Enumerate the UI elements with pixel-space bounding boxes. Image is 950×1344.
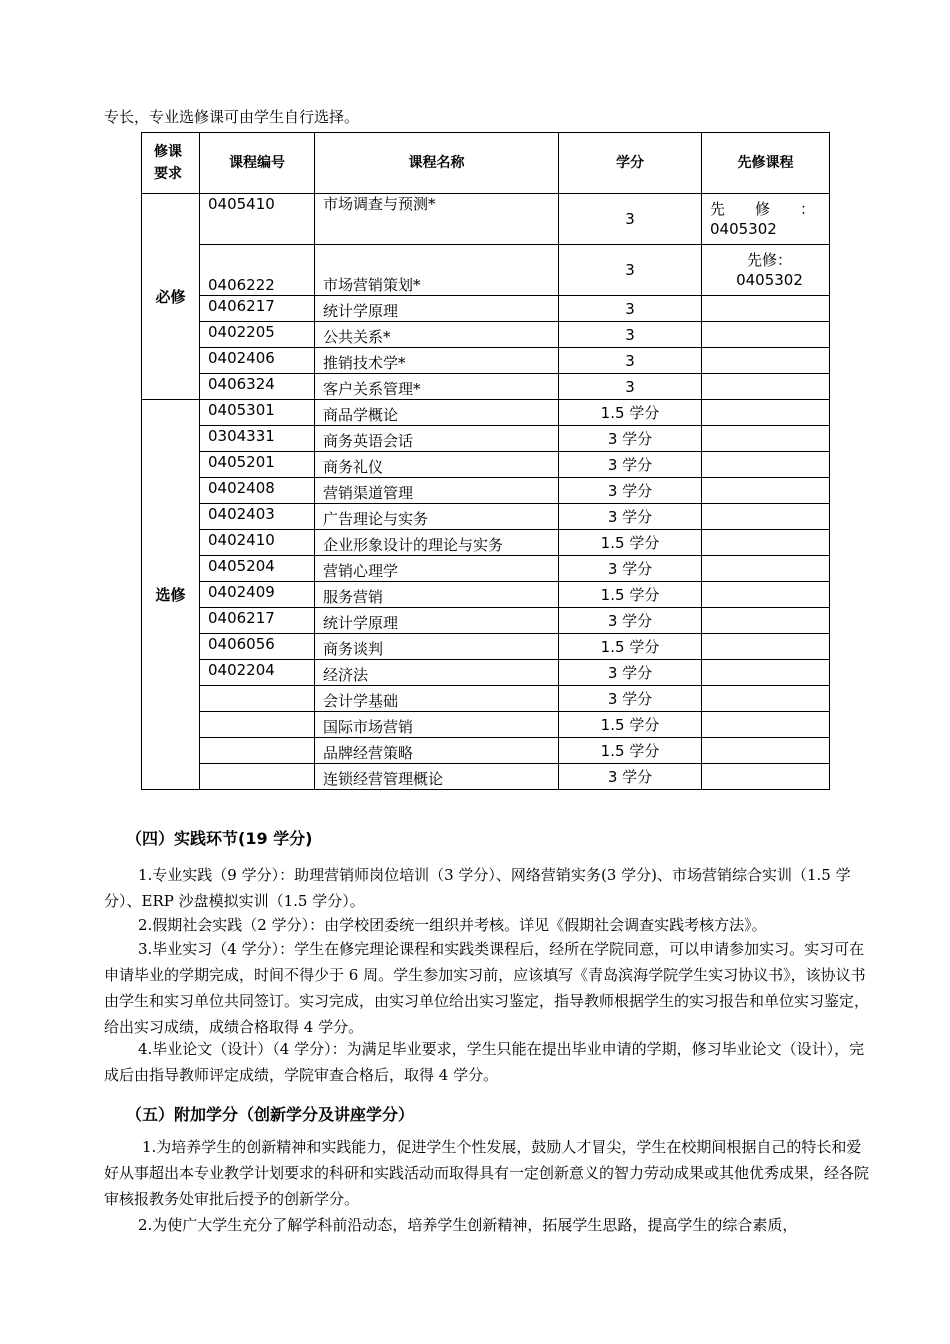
course-code: 0406056 [200,634,315,660]
credit-number: 3 [607,429,618,448]
course-name: 商务谈判 [315,634,559,660]
credit-unit: 学分 [622,481,653,500]
table-row [142,660,830,686]
credit-unit: 学分 [629,715,660,734]
course-credit [559,608,702,634]
course-code [200,712,315,738]
table-row [142,426,830,452]
course-credit [559,530,702,556]
category-elective: 选修 [142,400,200,790]
table-row [142,712,830,738]
course-code: 0402205 [200,322,315,348]
course-name: 市场调查与预测* [315,194,559,245]
course-name: 会计学基础 [315,686,559,712]
course-code: 0406222 [200,245,315,296]
credit-unit: 学分 [629,585,660,604]
header-name: 课程名称 [315,133,559,194]
header-requirement [142,133,200,194]
course-name: 公共关系* [315,322,559,348]
table-row [142,194,830,245]
credit-unit: 学分 [629,533,660,552]
course-prerequisite [702,348,830,374]
credit-number: 3 [607,455,618,474]
course-code: 0405301 [200,400,315,426]
header-code: 课程编号 [200,133,315,194]
course-name: 广告理论与实务 [315,504,559,530]
section-4-item-4: 4.毕业论文（设计）（4 学分）：为满足毕业要求，学生只能在提出毕业申请的学期，修习毕业论文（设计），完成后由指导教师评定成绩，学院审查合格后，取得 4 学分。 [104,1040,865,1084]
course-name: 统计学原理 [315,608,559,634]
section-4-item-3: 3.毕业实习（4 学分）：学生在修完理论课程和实践类课程后，经所在学院同意，可以申请参加实习。实习可在申请毕业的学期完成，时间不得少于 6 周。学生参加实习前，应该填写《青岛滨海学院学生实习协议书》，该协议书由学生和实习单位共同签订。实习完成，由实习单位给出实习鉴定，指导教师根据学生的实习报告和单位实习鉴定，给出实习成绩，成绩合格取得 4 学分。 [104,940,870,1036]
course-credit [559,504,702,530]
course-name: 市场营销策划* [315,245,559,296]
table-row [142,296,830,322]
course-prerequisite [702,478,830,504]
prereq-char-3: ： [799,200,815,218]
course-name: 品牌经营策略 [315,738,559,764]
course-code: 0406217 [200,296,315,322]
table-row [142,504,830,530]
credit-number: 3 [607,767,618,786]
table-row [142,764,830,790]
credit-unit: 学分 [622,611,653,630]
course-name: 商务英语会话 [315,426,559,452]
credit-unit: 学分 [622,507,653,526]
credit-number: 1.5 [600,585,625,604]
course-prerequisite [702,296,830,322]
header-requirement-line2: 要求 [154,166,182,182]
credit-unit: 学分 [622,767,653,786]
table-row [142,478,830,504]
table-row [142,608,830,634]
course-prerequisite [702,764,830,790]
table-row [142,686,830,712]
header-prerequisite: 先修课程 [702,133,830,194]
course-credit: 3 [559,245,702,296]
prereq-code: 0405302 [736,271,803,289]
course-prerequisite [702,374,830,400]
section-4-title: （四）实践环节(19 学分) [126,829,313,848]
course-prerequisite [702,322,830,348]
table-row [142,348,830,374]
course-name: 营销渠道管理 [315,478,559,504]
credit-number: 1.5 [600,637,625,656]
course-credit [559,452,702,478]
credit-number: 1.5 [600,715,625,734]
course-code: 0402410 [200,530,315,556]
course-credit: 3 [559,374,702,400]
course-prerequisite [702,452,830,478]
course-credit: 3 [559,296,702,322]
course-code [200,764,315,790]
table-row [142,400,830,426]
course-name: 统计学原理 [315,296,559,322]
course-prerequisite [702,504,830,530]
table-row [142,530,830,556]
course-name: 商务礼仪 [315,452,559,478]
prereq-label: 先修： [746,251,792,269]
course-prerequisite [702,245,830,296]
header-requirement-line1: 修课 [154,144,182,160]
table-row [142,738,830,764]
course-credit [559,556,702,582]
course-name: 客户关系管理* [315,374,559,400]
course-code: 0402403 [200,504,315,530]
course-code: 0304331 [200,426,315,452]
credit-number: 3 [607,559,618,578]
course-name: 企业形象设计的理论与实务 [315,530,559,556]
course-name: 推销技术学* [315,348,559,374]
prereq-char-2: 修 [754,200,770,218]
course-credit [559,634,702,660]
credit-unit: 学分 [622,663,653,682]
course-prerequisite [702,556,830,582]
course-credit [559,660,702,686]
table-row [142,322,830,348]
course-name: 服务营销 [315,582,559,608]
course-prerequisite [702,738,830,764]
course-credit [559,764,702,790]
header-credit: 学分 [559,133,702,194]
section-4-item-1: 1.专业实践（9 学分）：助理营销师岗位培训（3 学分）、网络营销实务(3 学分)、市场营销综合实训（1.5 学分）、ERP 沙盘模拟实训（1.5 学分）。 [104,866,851,910]
course-credit [559,686,702,712]
course-code: 0402408 [200,478,315,504]
credit-number: 1.5 [600,533,625,552]
section-5-title: （五）附加学分（创新学分及讲座学分） [126,1105,415,1124]
course-prerequisite [702,194,830,245]
prereq-code: 0405302 [710,220,777,238]
course-code: 0405410 [200,194,315,245]
table-row [142,582,830,608]
course-prerequisite [702,634,830,660]
course-code [200,738,315,764]
course-prerequisite [702,660,830,686]
table-row [142,245,830,296]
prereq-char-1: 先 [710,200,726,218]
credit-number: 3 [607,689,618,708]
credit-unit: 学分 [629,637,660,656]
course-prerequisite [702,712,830,738]
course-credit [559,426,702,452]
course-table [141,132,830,790]
prereq-label-spaced [710,199,829,219]
course-code: 0405201 [200,452,315,478]
section-5-item-1: 1.为培养学生的创新精神和实践能力，促进学生个性发展，鼓励人才冒尖，学生在校期间根据自己的特长和爱好从事超出本专业教学计划要求的科研和实践活动而取得具有一定创新意义的智力劳动成果或其他优秀成果，经各院审核报教务处审批后授予的创新学分。 [104,1138,870,1208]
course-credit [559,738,702,764]
category-required: 必修 [142,194,200,400]
course-code: 0402409 [200,582,315,608]
credit-unit: 学分 [622,559,653,578]
table-header-row [142,133,830,194]
credit-number: 3 [607,481,618,500]
credit-unit: 学分 [629,741,660,760]
course-code: 0406217 [200,608,315,634]
course-code: 0405204 [200,556,315,582]
course-credit: 3 [559,194,702,245]
course-prerequisite [702,686,830,712]
course-credit [559,400,702,426]
credit-unit: 学分 [629,403,660,422]
credit-unit: 学分 [622,689,653,708]
table-row [142,374,830,400]
course-prerequisite [702,426,830,452]
credit-unit: 学分 [622,455,653,474]
table-row [142,452,830,478]
credit-number: 1.5 [600,403,625,422]
course-credit [559,478,702,504]
course-credit: 3 [559,322,702,348]
course-name: 营销心理学 [315,556,559,582]
table-row [142,556,830,582]
course-code [200,686,315,712]
course-credit [559,712,702,738]
course-code: 0402204 [200,660,315,686]
course-prerequisite [702,608,830,634]
course-credit [559,582,702,608]
credit-number: 3 [607,663,618,682]
credit-number: 3 [607,611,618,630]
course-prerequisite [702,400,830,426]
credit-number: 1.5 [600,741,625,760]
intro-text: 专长，专业选修课可由学生自行选择。 [104,108,360,126]
course-prerequisite [702,582,830,608]
course-prerequisite [702,530,830,556]
table-row [142,634,830,660]
course-credit: 3 [559,348,702,374]
course-name: 国际市场营销 [315,712,559,738]
course-name: 经济法 [315,660,559,686]
course-name: 商品学概论 [315,400,559,426]
course-code: 0402406 [200,348,315,374]
section-5-item-2: 2.为使广大学生充分了解学科前沿动态，培养学生创新精神，拓展学生思路，提高学生的综合素质， [138,1216,798,1234]
credit-number: 3 [607,507,618,526]
course-name: 连锁经营管理概论 [315,764,559,790]
section-4-item-2: 2.假期社会实践（2 学分）：由学校团委统一组织并考核。详见《假期社会调查实践考核方法》。 [138,916,767,934]
course-code: 0406324 [200,374,315,400]
credit-unit: 学分 [622,429,653,448]
